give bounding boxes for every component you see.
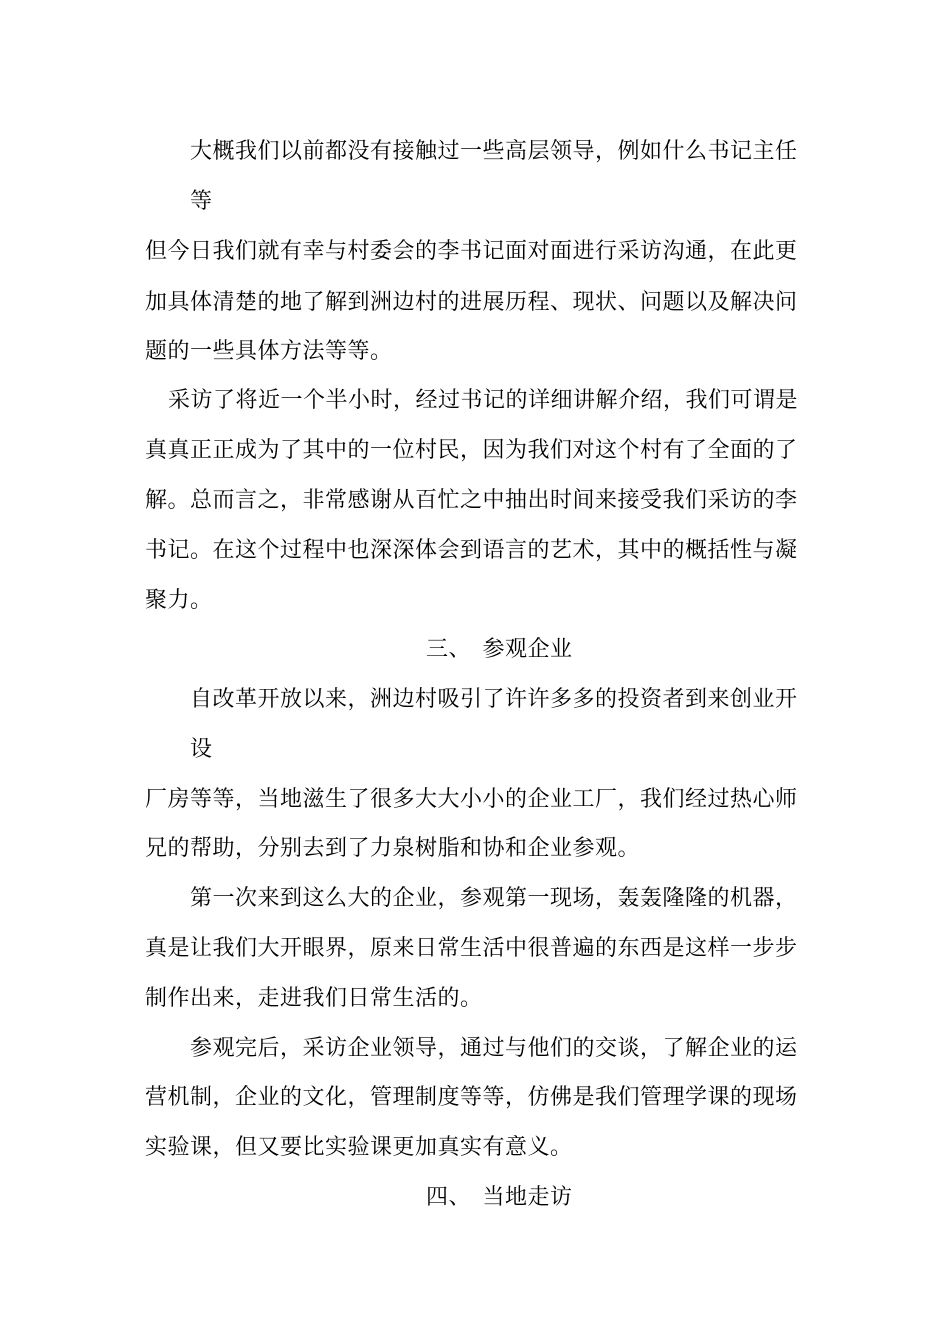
paragraph-line: 设 bbox=[190, 737, 213, 762]
paragraph-line: 自改革开放以来，洲边村吸引了许许多多的投资者到来创业开 bbox=[190, 687, 798, 712]
paragraph-line: 书记。在这个过程中也深深体会到语言的艺术，其中的概括性与凝 bbox=[145, 538, 798, 563]
paragraph-line: 真真正正成为了其中的一位村民，因为我们对这个村有了全面的了 bbox=[145, 438, 798, 463]
paragraph-line: 聚力。 bbox=[145, 588, 213, 613]
paragraph-line: 但今日我们就有幸与村委会的李书记面对面进行采访沟通，在此更 bbox=[145, 239, 798, 264]
paragraph-line: 参观完后，采访企业领导，通过与他们的交谈，了解企业的运 bbox=[190, 1036, 798, 1061]
paragraph-line: 采访了将近一个半小时，经过书记的详细讲解介绍，我们可谓是 bbox=[168, 388, 799, 413]
paragraph-line: 解。总而言之，非常感谢从百忙之中抽出时间来接受我们采访的李 bbox=[145, 488, 798, 513]
section-heading: 四、 当地走访 bbox=[426, 1185, 573, 1210]
paragraph-line: 营机制，企业的文化，管理制度等等，仿佛是我们管理学课的现场 bbox=[145, 1085, 798, 1110]
paragraph-line: 题的一些具体方法等等。 bbox=[145, 339, 393, 364]
paragraph-line: 第一次来到这么大的企业，参观第一现场，轰轰隆隆的机器， bbox=[190, 886, 798, 911]
paragraph-line: 真是让我们大开眼界，原来日常生活中很普遍的东西是这样一步步 bbox=[145, 936, 798, 961]
paragraph-line: 等 bbox=[190, 189, 213, 214]
paragraph-line: 实验课，但又要比实验课更加真实有意义。 bbox=[145, 1135, 573, 1160]
paragraph-line: 厂房等等，当地滋生了很多大大小小的企业工厂，我们经过热心师 bbox=[145, 787, 798, 812]
paragraph-line: 兄的帮助，分别去到了力泉树脂和协和企业参观。 bbox=[145, 836, 641, 861]
paragraph-line: 大概我们以前都没有接触过一些高层领导，例如什么书记主任 bbox=[190, 139, 798, 164]
section-heading: 三、 参观企业 bbox=[426, 637, 573, 662]
paragraph-line: 制作出来，走进我们日常生活的。 bbox=[145, 986, 483, 1011]
paragraph-line: 加具体清楚的地了解到洲边村的进展历程、现状、问题以及解决问 bbox=[145, 290, 798, 315]
